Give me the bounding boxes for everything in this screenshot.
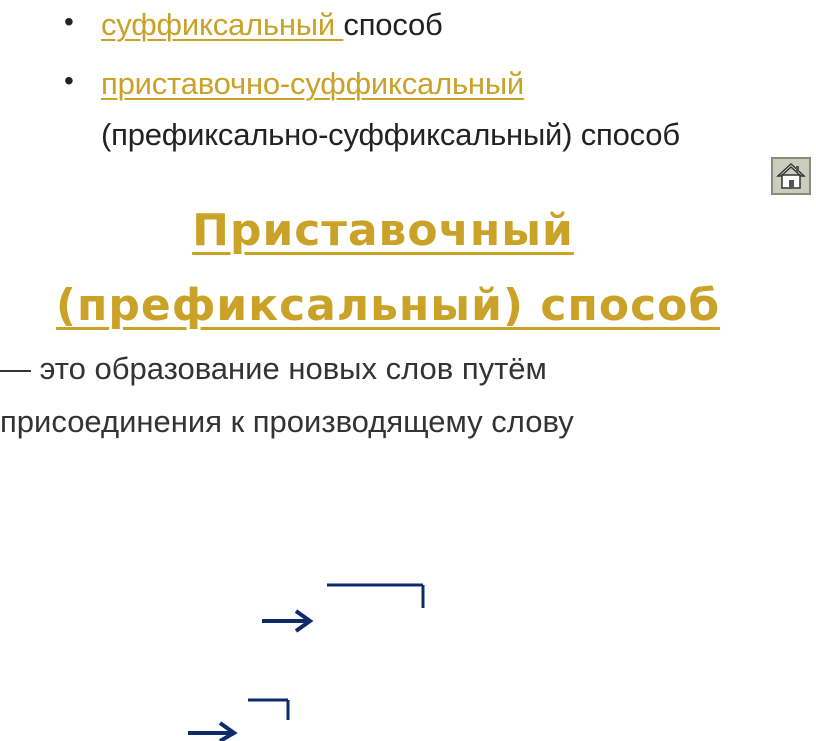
arrow-right-icon	[262, 611, 310, 631]
definition-line-1: — это образование новых слов путём	[0, 351, 547, 386]
arrow-right-icon	[188, 723, 234, 741]
section-heading-line-1: Приставочный	[192, 205, 574, 256]
bullet-text: (префиксально-суффиксальный) способ	[101, 117, 680, 152]
prefix-mark	[327, 585, 423, 608]
suffix-method-link[interactable]: суффиксальный	[101, 7, 344, 42]
section-heading-line-2: (префиксальный) способ	[55, 280, 721, 331]
definition-line-2: присоединения к производящему слову	[0, 404, 574, 439]
prefix-scheme-diagram	[0, 560, 816, 741]
bullet-item-prefix-suffix-continuation	[101, 115, 680, 155]
home-button[interactable]	[771, 157, 811, 195]
bullet-item-suffix	[101, 5, 443, 45]
prefix-mark	[248, 700, 288, 720]
bullet-marker: •	[64, 6, 74, 37]
home-icon	[775, 161, 807, 191]
bullet-text: способ	[343, 7, 443, 42]
prefix-suffix-method-link[interactable]: приставочно-суффиксальный	[101, 66, 525, 101]
bullet-item-prefix-suffix	[101, 64, 524, 104]
bullet-marker: •	[64, 65, 74, 96]
